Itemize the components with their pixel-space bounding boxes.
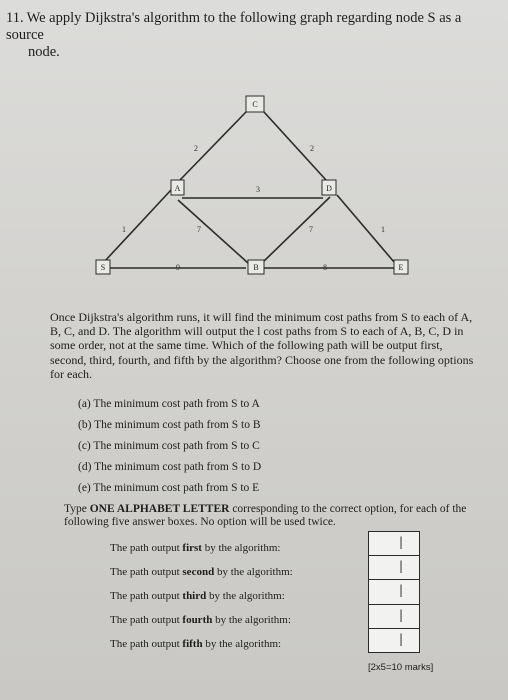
- answer-box-second[interactable]: |: [369, 556, 419, 580]
- edge-d-e: [337, 195, 394, 262]
- node-c-label: C: [252, 100, 258, 109]
- row-fourth: The path output fourth by the algorithm:: [110, 614, 291, 626]
- graph-diagram: [0, 0, 508, 300]
- weight-s-a: 1: [122, 225, 126, 234]
- row-third: The path output third by the algorithm:: [110, 590, 285, 602]
- option-b: (b) The minimum cost path from S to B: [78, 419, 261, 431]
- weight-s-b: 9: [176, 263, 180, 272]
- weight-b-d: 7: [309, 225, 313, 234]
- weight-d-e: 1: [381, 225, 385, 234]
- weight-b-e: 8: [323, 263, 327, 272]
- edge-b-d: [262, 197, 330, 263]
- node-d-label: D: [326, 184, 332, 193]
- node-e-label: E: [398, 263, 404, 272]
- option-d: (d) The minimum cost path from S to D: [78, 461, 262, 473]
- edge-s-a: [104, 190, 171, 262]
- instruction-bold: ONE ALPHABET LETTER: [89, 503, 230, 515]
- node-a-label: A: [174, 184, 181, 193]
- answer-rows: [110, 536, 293, 656]
- weight-a-b: 7: [197, 225, 201, 234]
- marks-label: [2x5=10 marks]: [368, 662, 434, 673]
- row-first: The path output first by the algorithm:: [110, 542, 281, 554]
- weight-c-d: 2: [310, 144, 314, 153]
- node-s-label: S: [100, 263, 106, 272]
- instruction-post: corresponding to the correct option, for each of the following five answer boxes. No option will be used twice.: [64, 503, 467, 528]
- answer-box-fourth[interactable]: |: [369, 605, 419, 629]
- weight-a-d: 3: [256, 185, 260, 194]
- answer-box-fifth[interactable]: |: [399, 631, 404, 646]
- options-list: [78, 394, 261, 499]
- question-number: 11.: [6, 10, 24, 26]
- answer-box-first[interactable]: |: [369, 532, 419, 556]
- answer-box-third[interactable]: |: [369, 580, 419, 604]
- edge-c-d: [264, 112, 326, 180]
- question-text-line1: We apply Dijkstra's algorithm to the following graph regarding node S as a source: [6, 10, 462, 43]
- instruction-pre: Type: [64, 503, 90, 515]
- problem-paragraph: Once Dijkstra's algorithm runs, it will find the minimum cost paths from S to each of A, B, C, and D. The algorithm will output the l cost paths from S to each of A, B, C, D in some order, not at the same time. Which of the following path will be output first, second, third, fourth, and fifth by the algorithm? Choose one from the following options for each.: [50, 310, 474, 381]
- edge-a-c: [180, 112, 246, 180]
- option-a: (a) The minimum cost path from S to A: [78, 398, 260, 410]
- node-b-label: B: [253, 263, 259, 272]
- answer-boxes: [368, 531, 420, 653]
- row-second: The path output second by the algorithm:: [110, 566, 293, 578]
- instruction-text: [64, 503, 474, 528]
- option-c: (c) The minimum cost path from S to C: [78, 440, 260, 452]
- row-fifth: The path output fifth by the algorithm:: [110, 638, 282, 650]
- option-e: (e) The minimum cost path from S to E: [78, 482, 260, 494]
- edge-a-b: [178, 200, 248, 263]
- question-text-line2: node.: [28, 44, 60, 60]
- weight-a-c: 2: [194, 144, 198, 153]
